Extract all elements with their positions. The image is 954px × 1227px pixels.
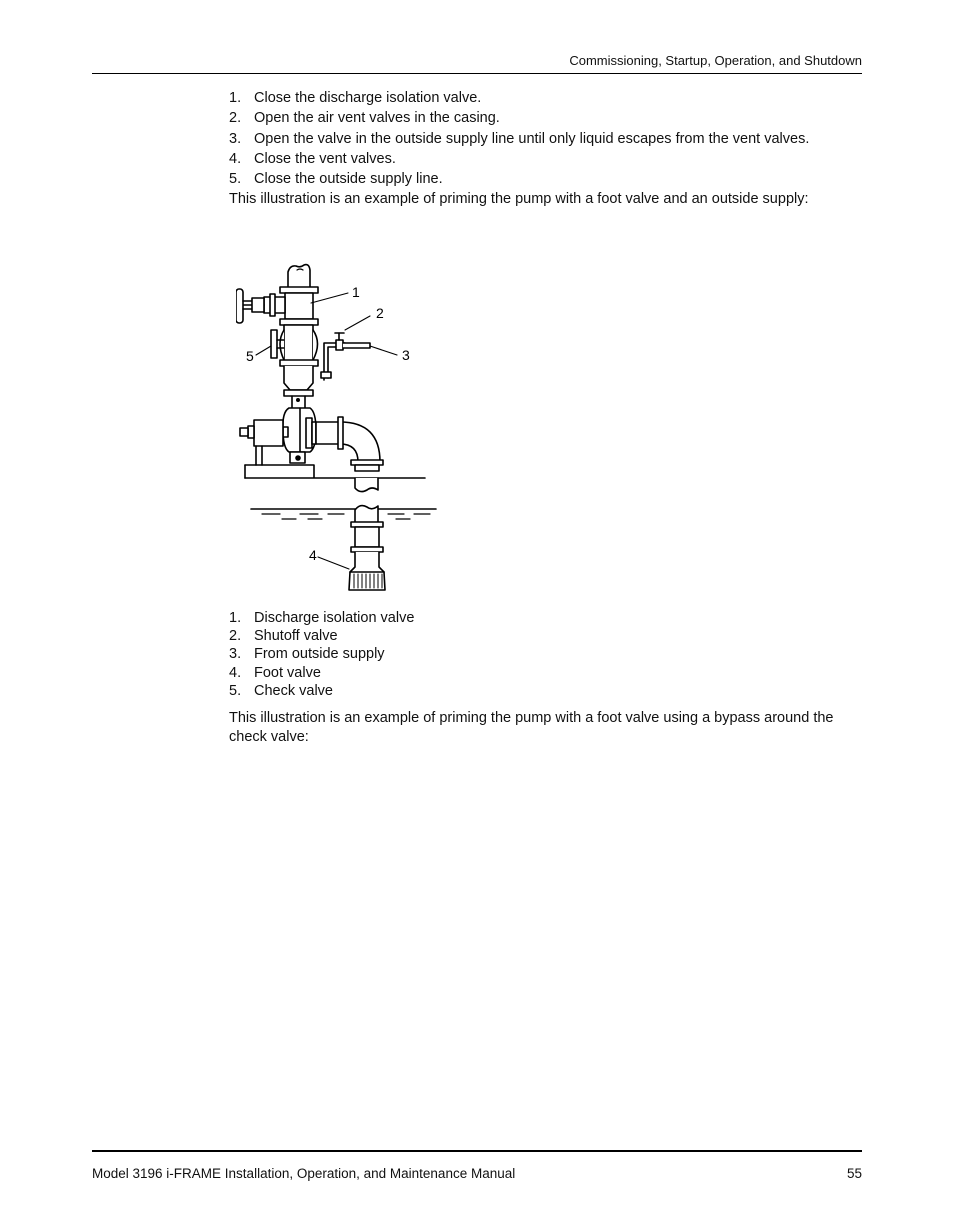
- check-valve-body: [281, 325, 316, 365]
- discharge-valve-flange-bottom: [280, 319, 318, 325]
- legend-text: Foot valve: [254, 664, 321, 681]
- shaft-coupling: [240, 428, 248, 436]
- legend-number: 3.: [229, 646, 242, 663]
- legend-text: Discharge isolation valve: [254, 610, 415, 626]
- callout-2: 2: [376, 305, 384, 321]
- header-rule: [92, 73, 862, 74]
- pump-priming-illustration: [236, 258, 446, 600]
- step-text: Open the valve in the outside supply line until only liquid escapes from the vent valves.: [254, 130, 810, 147]
- footer-rule: [92, 1150, 862, 1152]
- step-item: [229, 129, 809, 149]
- footer-manual-title: Model 3196 i-FRAME Installation, Operation, and Maintenance Manual: [92, 1166, 516, 1181]
- callout-1: 1: [352, 284, 360, 300]
- discharge-pipe: [288, 265, 310, 288]
- step-number: 4.: [229, 150, 242, 167]
- step-item: [229, 88, 809, 108]
- legend-item: [229, 609, 414, 627]
- step-item: [229, 149, 809, 169]
- page-number: 55: [846, 1166, 862, 1181]
- legend-item: [229, 664, 414, 682]
- legend-item: [229, 627, 414, 645]
- legend-text: From outside supply: [254, 646, 385, 663]
- step-number: 5.: [229, 171, 242, 188]
- suction-elbow: [316, 422, 380, 462]
- legend-number: 1.: [229, 610, 242, 626]
- legend-text: Check valve: [254, 682, 333, 699]
- step-item: [229, 108, 809, 128]
- check-valve-cover: [271, 330, 277, 358]
- legend-number: 2.: [229, 628, 242, 645]
- shutoff-valve: [336, 340, 343, 350]
- step-number: 2.: [229, 110, 242, 127]
- legend-item: [229, 682, 414, 700]
- step-item: [229, 169, 809, 189]
- step-text: Close the vent valves.: [254, 150, 396, 167]
- suction-pipe: [355, 478, 378, 492]
- handwheel: [236, 289, 243, 323]
- closing-paragraph: This illustration is an example of priming the pump with a foot valve using a bypass around the check valve:: [229, 710, 834, 745]
- callout-4: 4: [309, 547, 317, 563]
- baseplate: [245, 465, 425, 478]
- step-number: 3.: [229, 130, 242, 147]
- step-text: Close the outside supply line.: [254, 171, 443, 188]
- discharge-valve-body: [285, 293, 313, 319]
- procedure-steps: [229, 88, 809, 189]
- discharge-valve-flange-top: [280, 287, 318, 293]
- reducer: [284, 366, 313, 390]
- callout-5: 5: [246, 348, 254, 364]
- step-text: Close the discharge isolation valve.: [254, 90, 482, 106]
- legend-number: 4.: [229, 664, 242, 681]
- figure-legend: [229, 609, 414, 700]
- running-header: Commissioning, Startup, Operation, and Shutdown: [569, 53, 862, 68]
- legend-number: 5.: [229, 682, 242, 699]
- bearing-frame: [254, 420, 283, 446]
- callout-3: 3: [402, 347, 410, 363]
- step-number: 1.: [229, 90, 242, 106]
- legend-item: [229, 645, 414, 663]
- legend-text: Shutoff valve: [254, 628, 338, 645]
- step-text: Open the air vent valves in the casing.: [254, 110, 500, 127]
- figure-intro-text: This illustration is an example of priming the pump with a foot valve and an outside supply:: [229, 191, 809, 207]
